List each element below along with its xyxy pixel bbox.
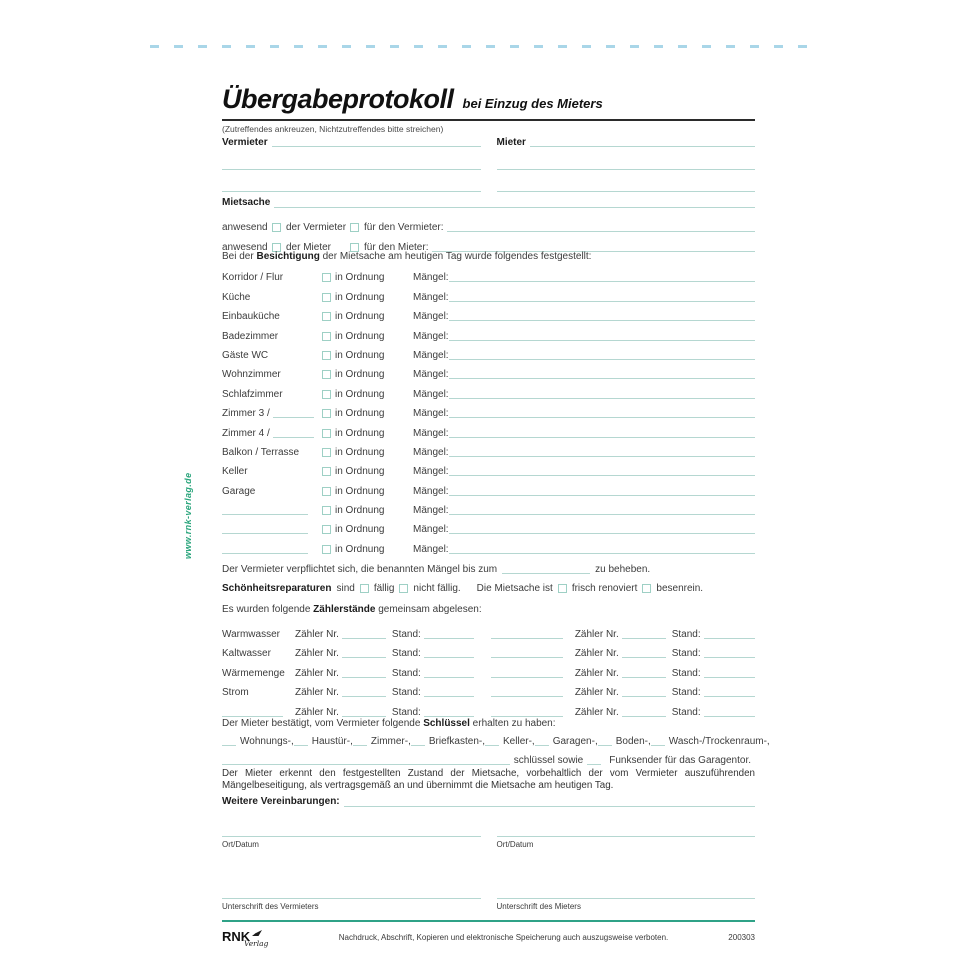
room-name: Einbauküche (222, 311, 280, 323)
room-row-korridor (222, 264, 755, 283)
attendance-row-tenant (222, 233, 755, 253)
ok-label: in Ordnung (335, 466, 385, 478)
rental-object-label: Mietsache (222, 197, 271, 208)
defects-label: Mängel: (413, 543, 449, 555)
other-keys-field[interactable] (222, 764, 510, 765)
defects-field[interactable] (449, 456, 755, 457)
ok-label: in Ordnung (335, 369, 385, 381)
meter-name: Kaltwasser (222, 648, 271, 659)
meter-no-field-2[interactable] (622, 638, 666, 639)
landlord-present-checkbox[interactable] (272, 223, 281, 232)
landlord-label: Vermieter (222, 137, 268, 148)
meter-no-label: Zähler Nr. (574, 648, 619, 659)
page-subtitle: bei Einzug des Mieters (462, 96, 603, 111)
verlag-script-text: Verlag (244, 939, 269, 948)
landlord-date-label: Ort/Datum (222, 840, 259, 849)
frisch-renoviert-checkbox[interactable] (558, 584, 567, 593)
landlord-signature-label: Unterschrift des Vermieters (222, 902, 319, 911)
ok-label: in Ordnung (335, 543, 385, 555)
defects-label: Mängel: (413, 524, 449, 536)
room-inspection-table (222, 264, 755, 555)
defects-field[interactable] (449, 340, 755, 341)
meter-no-label: Zähler Nr. (574, 706, 619, 718)
stand-label: Stand: (391, 706, 421, 718)
landlord-representative-checkbox[interactable] (350, 223, 359, 232)
funksender-label: Funksender für das Garagentor. (609, 755, 751, 766)
tenant-date-field[interactable] (497, 820, 756, 837)
meter-no-field-2[interactable] (622, 677, 666, 678)
defects-field[interactable] (449, 437, 755, 438)
key-item-garagen: Garagen-, (535, 736, 598, 747)
stand-field-2[interactable] (704, 696, 755, 697)
meters-intro-pre: Es wurden folgende (222, 604, 314, 615)
landlord-present-label: der Vermieter (286, 222, 347, 233)
meter-no-label: Zähler Nr. (295, 628, 339, 640)
meter-readings-table (222, 620, 755, 718)
inspection-intro-post: der Mietsache am heutigen Tag wurde folgendes festgestellt: (319, 251, 592, 262)
defects-field[interactable] (449, 553, 755, 554)
inspection-intro-bold: Besichtigung (256, 251, 320, 262)
defects-field[interactable] (449, 475, 755, 476)
ok-label: in Ordnung (335, 330, 385, 342)
key-item-wohnungs: Wohnungs-, (222, 736, 294, 747)
nicht-faellig-label: nicht fällig. (413, 583, 461, 594)
form-number: 200303 (728, 933, 755, 942)
landlord-date-field[interactable] (222, 820, 481, 837)
meter-extra-field[interactable] (491, 677, 563, 678)
ok-checkbox[interactable] (322, 312, 331, 321)
defects-field[interactable] (449, 417, 755, 418)
meters-intro-bold: Zählerstände (313, 604, 376, 615)
tenant-representative-label: für den Mieter: (364, 242, 429, 253)
keys-intro-bold: Schlüssel (423, 718, 470, 729)
tenant-signature-label: Unterschrift des Mieters (496, 902, 581, 911)
ok-checkbox[interactable] (322, 351, 331, 360)
ok-label: in Ordnung (335, 408, 385, 420)
room-name: Küche (222, 291, 251, 303)
room-row-custom-1 (222, 497, 755, 516)
ok-checkbox[interactable] (322, 467, 331, 476)
room-name-field[interactable] (273, 417, 314, 418)
faellig-label: fällig (373, 583, 395, 594)
inspection-intro (222, 251, 755, 262)
ok-label: in Ordnung (335, 446, 385, 458)
stand-label: Stand: (671, 628, 701, 640)
ok-checkbox[interactable] (322, 332, 331, 341)
page-title: Übergabeprotokoll (222, 84, 454, 114)
defects-field[interactable] (449, 301, 755, 302)
ok-label: in Ordnung (335, 427, 385, 439)
repair-obligation-row (222, 564, 755, 575)
meter-no-label: Zähler Nr. (295, 648, 339, 659)
beauty-repairs-row (222, 583, 755, 594)
publisher-website-vertical-text: www.rnk-verlag.de (183, 472, 193, 559)
stand-field-2[interactable] (704, 677, 755, 678)
meter-no-label: Zähler Nr. (295, 667, 339, 679)
key-count-field[interactable] (411, 745, 425, 746)
defects-label: Mängel: (413, 466, 449, 478)
room-name: Badezimmer (222, 330, 279, 342)
defects-field[interactable] (449, 320, 755, 321)
room-row-schlafzimmer (222, 380, 755, 399)
room-name: Korridor / Flur (222, 272, 284, 284)
signature-section (222, 820, 755, 911)
meter-no-field[interactable] (342, 638, 386, 639)
ok-label: in Ordnung (335, 349, 385, 361)
meter-no-field[interactable] (342, 677, 386, 678)
key-count-field[interactable] (651, 745, 665, 746)
beauty-label: Schönheitsreparaturen (222, 583, 332, 594)
meter-no-label: Zähler Nr. (295, 706, 339, 718)
landlord-column (222, 136, 481, 192)
instruction-note: (Zutreffendes ankreuzen, Nichtzutreffendes bitte streichen) (222, 124, 444, 134)
meter-row-strom (222, 679, 755, 699)
ok-checkbox[interactable] (322, 273, 331, 282)
meter-name-field[interactable] (222, 716, 283, 717)
ok-label: in Ordnung (335, 505, 385, 517)
defects-label: Mängel: (413, 330, 449, 342)
meter-row-waermemenge (222, 659, 755, 679)
meter-extra-field[interactable] (491, 638, 563, 639)
ok-label: in Ordnung (335, 524, 385, 536)
besenrein-checkbox[interactable] (642, 584, 651, 593)
meter-no-field-2[interactable] (622, 716, 666, 717)
stand-label: Stand: (391, 628, 421, 640)
key-item-zimmer: Zimmer-, (353, 736, 411, 747)
room-row-zimmer4 (222, 419, 755, 438)
stand-field[interactable] (424, 657, 474, 658)
meter-no-label: Zähler Nr. (574, 687, 619, 698)
room-name-field[interactable] (222, 514, 308, 515)
acknowledgement-paragraph: Der Mieter erkennt den festgestellten Zustand der Mietsache, vorbehaltlich der vom Vermieter auszuführenden Mängelbeseitigung, als vertragsgemäß an und übernimmt die Mietsache am heutigen Tag. (222, 768, 755, 791)
room-row-einbaukueche (222, 303, 755, 322)
room-name: Balkon / Terrasse (222, 446, 300, 458)
defects-label: Mängel: (413, 349, 449, 361)
stand-label: Stand: (671, 667, 701, 679)
key-count-field[interactable] (353, 745, 367, 746)
keys-row (222, 736, 770, 747)
ok-label: in Ordnung (335, 291, 385, 303)
parties-section (222, 136, 755, 192)
stand-label: Stand: (391, 667, 421, 679)
key-item-briefkasten: Briefkasten-, (411, 736, 485, 747)
ok-checkbox[interactable] (322, 390, 331, 399)
ok-checkbox[interactable] (322, 429, 331, 438)
room-row-gaeste-wc (222, 342, 755, 361)
present-label: anwesend (222, 222, 268, 233)
tenant-present-label: der Mieter (286, 242, 332, 253)
room-name: Wohnzimmer (222, 369, 281, 381)
stand-field[interactable] (424, 696, 474, 697)
landlord-representative-label: für den Vermieter: (364, 222, 444, 233)
stand-label: Stand: (671, 706, 701, 718)
ok-checkbox[interactable] (322, 293, 331, 302)
defects-label: Mängel: (413, 427, 449, 439)
key-item-haustuer: Haustür-, (294, 736, 353, 747)
meter-no-field[interactable] (342, 657, 386, 658)
form-header (222, 84, 755, 134)
ok-checkbox[interactable] (322, 448, 331, 457)
defects-label: Mängel: (413, 311, 449, 323)
nicht-faellig-checkbox[interactable] (399, 584, 408, 593)
key-count-field[interactable] (535, 745, 549, 746)
remote-count-field[interactable] (587, 764, 601, 765)
room-row-garage (222, 477, 755, 496)
key-item-waschraum: Wasch-/Trockenraum-, (651, 736, 770, 747)
key-item-keller: Keller-, (485, 736, 535, 747)
perforation-dashed-line (150, 45, 812, 48)
defects-label: Mängel: (413, 272, 449, 284)
faellig-checkbox[interactable] (360, 584, 369, 593)
rental-object-field[interactable] (274, 207, 755, 208)
defects-label: Mängel: (413, 388, 449, 400)
meters-intro-post: gemeinsam abgelesen: (375, 604, 482, 615)
landlord-signature-column (222, 820, 481, 911)
repair-deadline-field[interactable] (502, 573, 590, 574)
key-item-boden: Boden-, (598, 736, 651, 747)
mietsache-ist-label: Die Mietsache ist (476, 583, 553, 594)
meter-no-label: Zähler Nr. (295, 687, 339, 698)
footer (222, 929, 755, 949)
present-label: anwesend (222, 242, 268, 253)
stand-label: Stand: (391, 648, 421, 659)
ok-checkbox[interactable] (322, 545, 331, 554)
landlord-address-field-1[interactable] (222, 148, 481, 170)
tenant-address-field-1[interactable] (497, 148, 756, 170)
room-name-field[interactable] (222, 553, 308, 554)
publisher-logo (222, 929, 312, 949)
ok-checkbox[interactable] (322, 525, 331, 534)
room-name-field[interactable] (273, 437, 314, 438)
meter-no-field-2[interactable] (622, 696, 666, 697)
meter-no-label: Zähler Nr. (574, 667, 619, 679)
defects-label: Mängel: (413, 369, 449, 381)
meter-row-warmwasser (222, 620, 755, 640)
room-row-keller (222, 458, 755, 477)
defects-label: Mängel: (413, 485, 449, 497)
room-name: Garage (222, 485, 256, 497)
ok-checkbox[interactable] (322, 370, 331, 379)
meter-no-field[interactable] (342, 716, 386, 717)
repair-text-pre: Der Vermieter verpflichtet sich, die benannten Mängel bis zum (222, 564, 498, 575)
meter-name: Warmwasser (222, 628, 280, 640)
attendance-row-landlord (222, 213, 755, 233)
meter-row-kaltwasser (222, 640, 755, 660)
stand-field-2[interactable] (704, 657, 755, 658)
landlord-name-field[interactable] (272, 146, 481, 147)
schluessel-sowie-label: schlüssel sowie (513, 755, 584, 766)
key-count-field[interactable] (598, 745, 612, 746)
ok-label: in Ordnung (335, 311, 385, 323)
tenant-signature-column (497, 820, 756, 911)
ok-checkbox[interactable] (322, 409, 331, 418)
room-name: Keller (222, 466, 248, 478)
stand-label: Stand: (391, 687, 421, 698)
defects-label: Mängel: (413, 291, 449, 303)
keys-row-2 (222, 755, 755, 766)
repair-text-post: zu beheben. (595, 564, 651, 575)
tenant-label: Mieter (496, 137, 526, 148)
stand-field-2[interactable] (704, 638, 755, 639)
stand-field[interactable] (424, 716, 474, 717)
defects-field[interactable] (449, 398, 755, 399)
stand-field[interactable] (424, 638, 474, 639)
ok-checkbox[interactable] (322, 506, 331, 515)
defects-field[interactable] (449, 533, 755, 534)
stand-field-2[interactable] (704, 716, 755, 717)
keys-intro (222, 718, 755, 729)
tenant-column (497, 136, 756, 192)
ok-label: in Ordnung (335, 388, 385, 400)
stand-label: Stand: (671, 687, 701, 698)
defects-field[interactable] (449, 514, 755, 515)
beauty-sind: sind (336, 583, 355, 594)
room-row-wohnzimmer (222, 361, 755, 380)
meters-intro (222, 604, 755, 615)
tenant-name-field[interactable] (530, 146, 755, 147)
defects-label: Mängel: (413, 505, 449, 517)
meter-extra-field[interactable] (491, 696, 563, 697)
defects-field[interactable] (449, 281, 755, 282)
keys-intro-pre: Der Mieter bestätigt, vom Vermieter folgende (222, 718, 424, 729)
landlord-address-field-2[interactable] (222, 170, 481, 192)
frisch-renoviert-label: frisch renoviert (571, 583, 638, 594)
room-name: Zimmer 3 / (222, 408, 270, 420)
tenant-signature-field[interactable] (497, 882, 756, 899)
key-count-field[interactable] (294, 745, 308, 746)
defects-field[interactable] (449, 495, 755, 496)
defects-field[interactable] (449, 378, 755, 379)
room-name: Gäste WC (222, 349, 269, 361)
room-row-kueche (222, 283, 755, 302)
room-name: Zimmer 4 / (222, 427, 270, 439)
attendance-section (222, 213, 755, 253)
agreements-label: Weitere Vereinbarungen: (222, 796, 340, 807)
defects-field[interactable] (449, 359, 755, 360)
landlord-representative-field[interactable] (447, 231, 755, 232)
room-row-badezimmer (222, 322, 755, 341)
meter-no-field[interactable] (342, 696, 386, 697)
meter-no-label: Zähler Nr. (574, 628, 619, 640)
landlord-signature-field[interactable] (222, 882, 481, 899)
defects-label: Mängel: (413, 408, 449, 420)
room-row-custom-2 (222, 516, 755, 535)
ok-label: in Ordnung (335, 485, 385, 497)
room-row-zimmer3 (222, 400, 755, 419)
footer-rule (222, 920, 755, 922)
leaf-icon (252, 930, 262, 936)
rnk-logo-text: RNK (222, 929, 251, 944)
defects-label: Mängel: (413, 446, 449, 458)
meter-name: Strom (222, 687, 249, 698)
ok-label: in Ordnung (335, 272, 385, 284)
meter-name: Wärmemenge (222, 667, 285, 679)
meter-extra-field[interactable] (491, 657, 563, 658)
tenant-date-label: Ort/Datum (496, 840, 534, 849)
key-count-field[interactable] (485, 745, 499, 746)
room-name-field[interactable] (222, 533, 308, 534)
besenrein-label: besenrein. (656, 583, 704, 594)
keys-intro-post: erhalten zu haben: (469, 718, 556, 729)
room-name: Schlafzimmer (222, 388, 283, 400)
room-row-balkon (222, 439, 755, 458)
tenant-address-field-2[interactable] (497, 170, 756, 192)
rental-object-row (222, 197, 755, 209)
stand-label: Stand: (671, 648, 701, 659)
ok-checkbox[interactable] (322, 487, 331, 496)
meter-extra-field[interactable] (491, 716, 563, 717)
room-row-custom-3 (222, 535, 755, 554)
stand-field[interactable] (424, 677, 474, 678)
inspection-intro-pre: Bei der (222, 251, 257, 262)
meter-no-field-2[interactable] (622, 657, 666, 658)
agreements-row (222, 796, 755, 808)
key-count-field[interactable] (222, 745, 236, 746)
copyright-notice: Nachdruck, Abschrift, Kopieren und elektronische Speicherung auch auszugsweise verboten. (338, 933, 669, 942)
meter-row-custom (222, 698, 755, 718)
agreements-field[interactable] (344, 806, 755, 807)
